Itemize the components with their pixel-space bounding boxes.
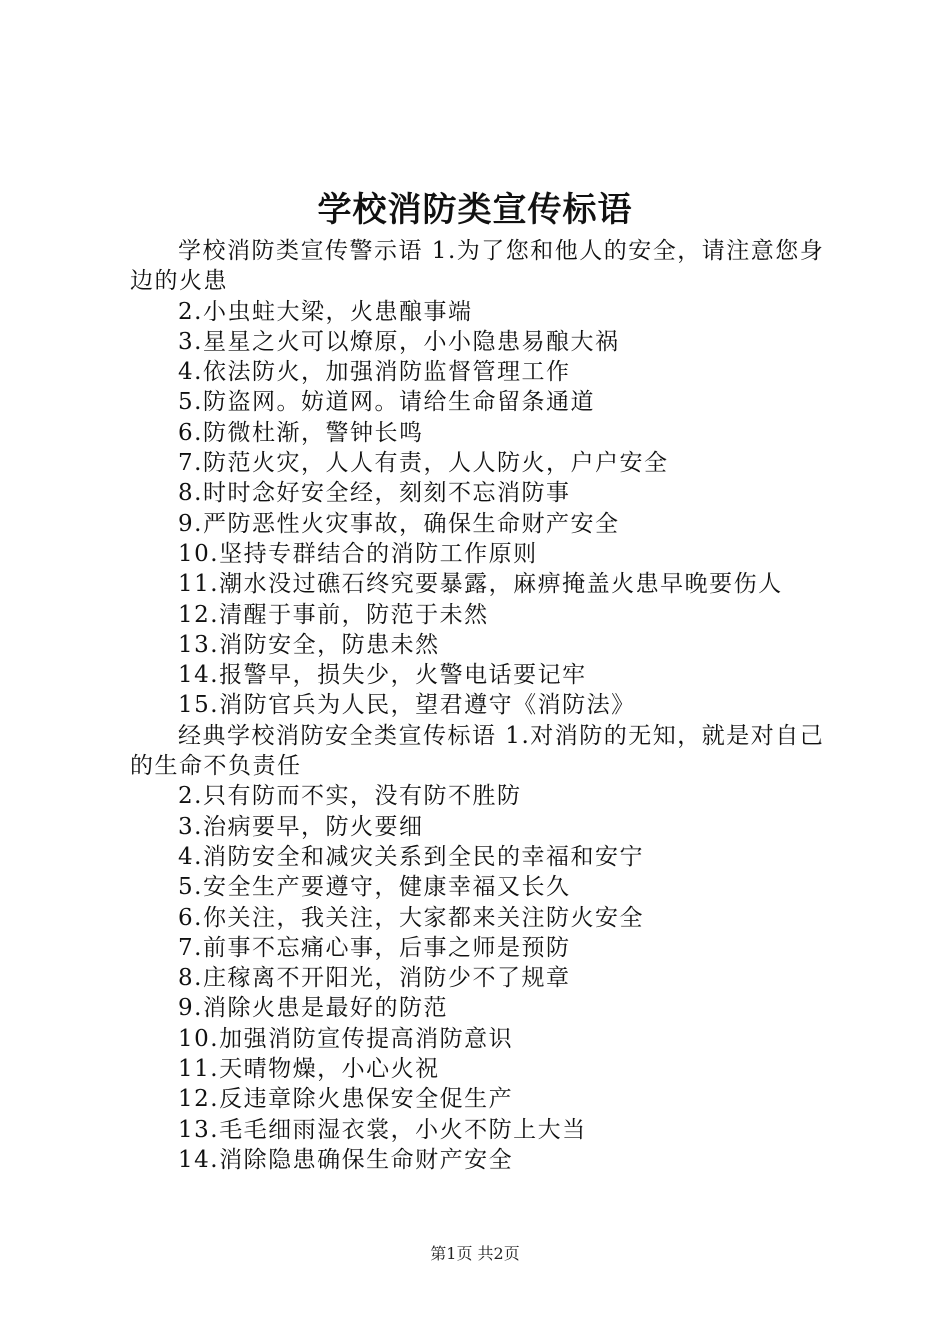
section1-list (130, 297, 830, 721)
list-item: 2.小虫蛀大梁，火患酿事端 (178, 298, 473, 325)
section2-intro: 经典学校消防安全类宣传标语 1.对消防的无知，就是对自己的生命不负责任 (130, 722, 825, 780)
list-item: 11.潮水没过礁石终究要暴露，麻痹掩盖火患早晚要伤人 (178, 571, 783, 598)
list-item: 10.加强消防宣传提高消防意识 (178, 1025, 514, 1052)
list-item: 11.天晴物燥，小心火祝 (178, 1056, 440, 1083)
list-item: 6.防微杜渐，警钟长鸣 (178, 419, 424, 446)
page-title: 学校消防类宣传标语 (317, 190, 633, 230)
list-item: 9.消除火患是最好的防范 (178, 995, 448, 1022)
list-item: 4.消防安全和减灾关系到全民的幸福和安宁 (178, 843, 644, 870)
section2-list (130, 781, 830, 1175)
list-item: 14.报警早，损失少，火警电话要记牢 (178, 662, 587, 689)
list-item: 8.庄稼离不开阳光，消防少不了规章 (178, 965, 571, 992)
list-item: 4.依法防火，加强消防监督管理工作 (178, 359, 571, 386)
list-item: 15.消防官兵为人民，望君遵守《消防法》 (178, 692, 636, 719)
list-item: 12.清醒于事前，防范于未然 (178, 601, 489, 628)
list-item: 3.星星之火可以燎原，小小隐患易酿大祸 (178, 328, 620, 355)
document-body (130, 236, 830, 1175)
list-item: 5.安全生产要遵守，健康幸福又长久 (178, 874, 571, 901)
list-item: 3.治病要早，防火要细 (178, 813, 424, 840)
list-item: 7.前事不忘痛心事，后事之师是预防 (178, 934, 571, 961)
list-item: 8.时时念好安全经，刻刻不忘消防事 (178, 480, 571, 507)
list-item: 10.坚持专群结合的消防工作原则 (178, 540, 538, 567)
section1-intro: 学校消防类宣传警示语 1.为了您和他人的安全，请注意您身边的火患 (130, 238, 825, 295)
list-item: 5.防盗网。妨道网。请给生命留条通道 (178, 389, 595, 416)
list-item: 7.防范火灾，人人有责，人人防火，户户安全 (178, 450, 669, 477)
list-item: 12.反违章除火患保安全促生产 (178, 1086, 514, 1113)
list-item: 9.严防恶性火灾事故，确保生命财产安全 (178, 510, 620, 537)
page-footer: 第1页 共2页 (430, 1244, 520, 1263)
list-item: 6.你关注，我关注，大家都来关注防火安全 (178, 904, 644, 931)
list-item: 13.毛毛细雨湿衣裳，小火不防上大当 (178, 1116, 587, 1143)
list-item: 2.只有防而不实，没有防不胜防 (178, 783, 522, 810)
list-item: 13.消防安全，防患未然 (178, 631, 440, 658)
list-item: 14.消除隐患确保生命财产安全 (178, 1146, 514, 1173)
